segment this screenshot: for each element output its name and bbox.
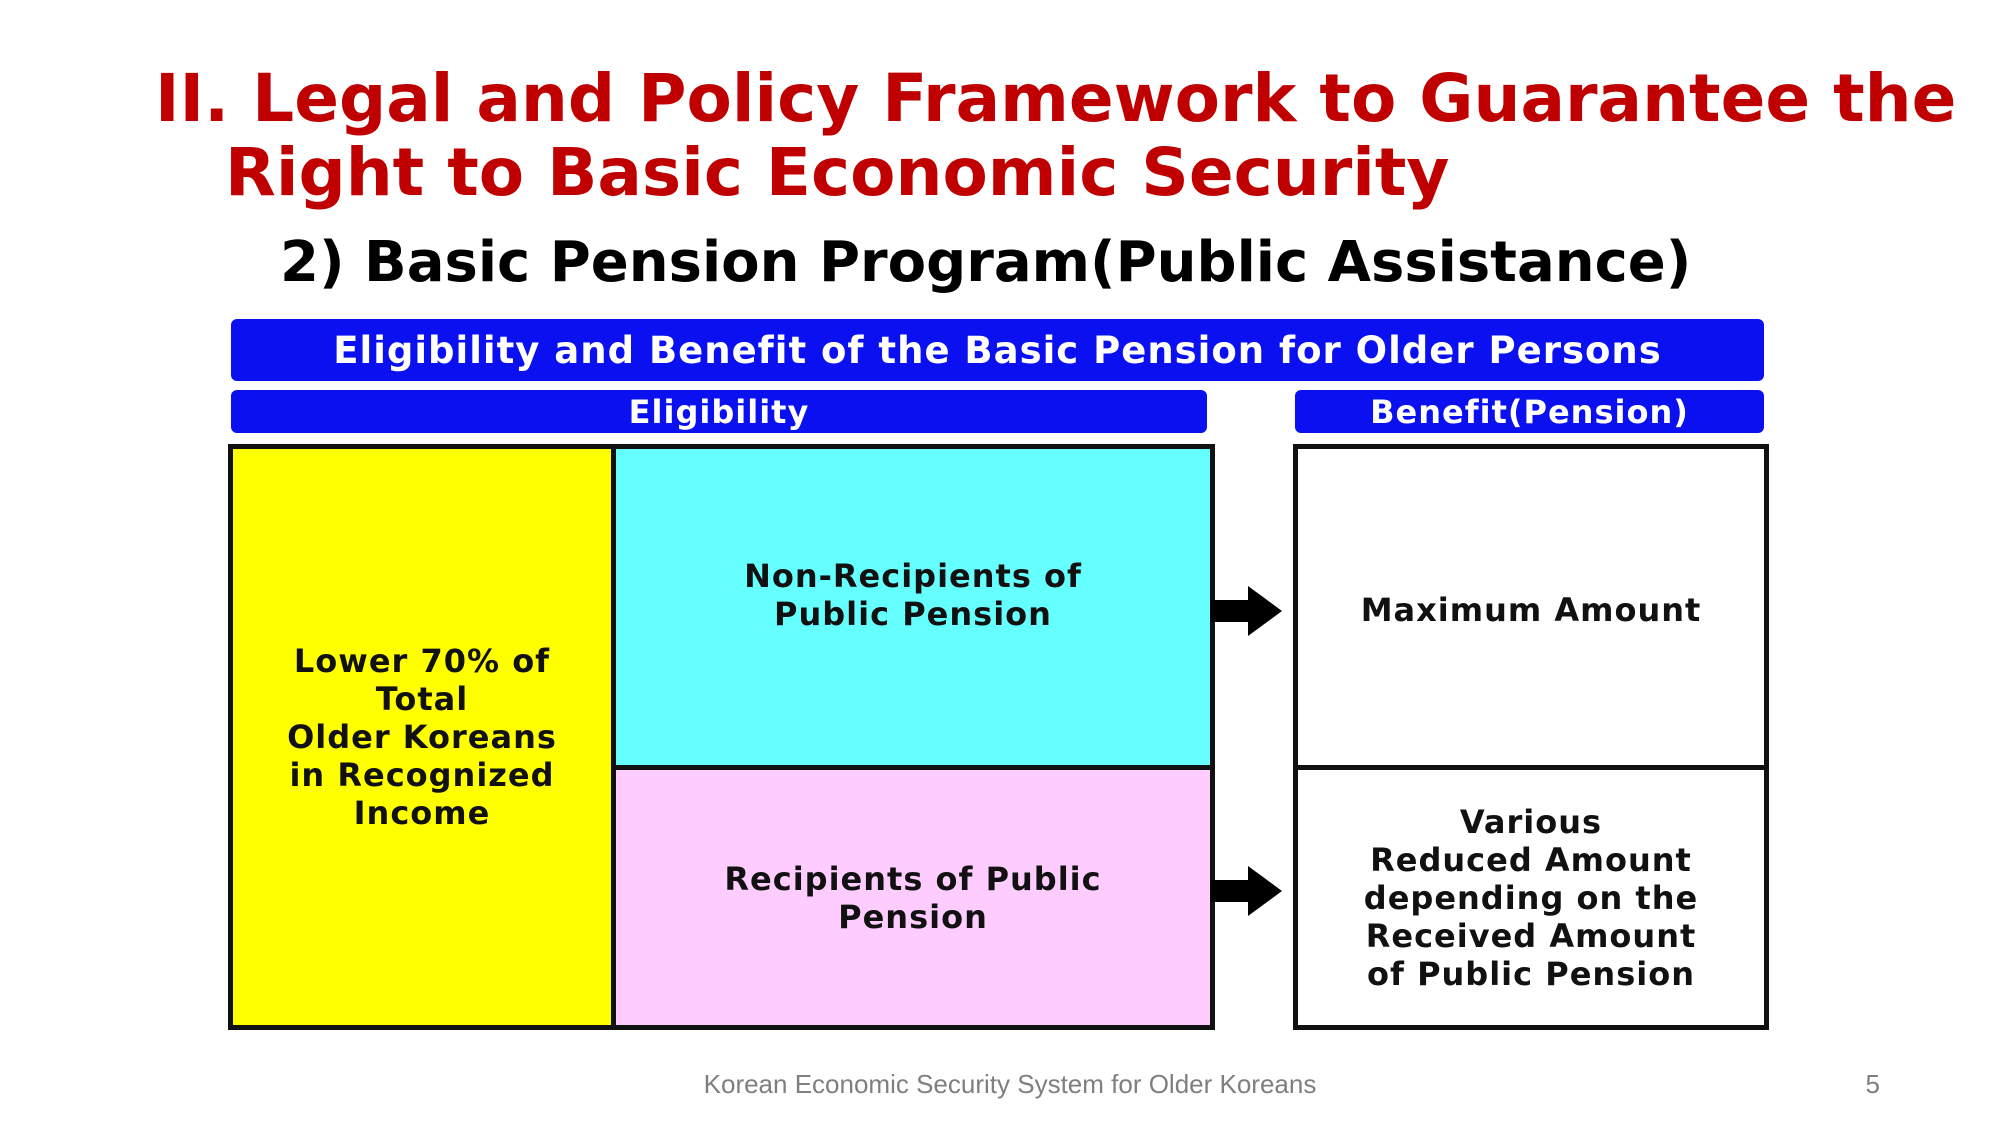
maximum-amount-box xyxy=(1293,444,1769,770)
reduced-amount-text xyxy=(1364,803,1698,993)
reduced-amount-box xyxy=(1293,765,1769,1030)
non-recipients-line: Non-Recipients of xyxy=(744,557,1082,595)
reduced-amount-line: Reduced Amount xyxy=(1370,840,1692,879)
recipients-text xyxy=(724,860,1101,936)
diagram-header: Eligibility and Benefit of the Basic Pension for Older Persons xyxy=(231,319,1764,381)
reduced-amount-line: Various xyxy=(1459,802,1603,841)
population-line: Lower 70% of xyxy=(293,642,551,680)
right-arrow-icon xyxy=(1210,866,1282,916)
maximum-amount-line: Maximum Amount xyxy=(1360,591,1702,629)
slide-footer: Korean Economic Security System for Older Koreans xyxy=(703,1069,1317,1099)
slide-subtitle: 2) Basic Pension Program(Public Assistance) xyxy=(280,230,1692,295)
population-line: in Recognized xyxy=(289,756,555,794)
non-recipients-box xyxy=(611,444,1215,770)
slide-title-line-2: Right to Basic Economic Security xyxy=(225,134,1450,211)
non-recipients-line: Public Pension xyxy=(774,595,1052,633)
population-line: Income xyxy=(353,794,491,832)
population-line: Total xyxy=(375,680,469,718)
right-arrow-icon xyxy=(1210,586,1282,636)
recipients-line: Recipients of Public xyxy=(724,859,1102,898)
non-recipients-text xyxy=(744,557,1082,633)
population-box xyxy=(228,444,616,1030)
slide-title-line-1: II. Legal and Policy Framework to Guarantee the xyxy=(155,60,1957,137)
slide-title xyxy=(155,62,1955,210)
recipients-box xyxy=(611,765,1215,1030)
eligibility-header: Eligibility xyxy=(231,390,1207,433)
maximum-amount-text xyxy=(1361,591,1702,629)
population-line: Older Koreans xyxy=(287,718,557,756)
population-text xyxy=(287,642,557,832)
page-number: 5 xyxy=(1865,1069,1880,1099)
reduced-amount-line: of Public Pension xyxy=(1367,954,1695,993)
reduced-amount-line: Received Amount xyxy=(1365,916,1697,955)
benefit-header: Benefit(Pension) xyxy=(1295,390,1764,433)
recipients-line: Pension xyxy=(838,897,988,936)
reduced-amount-line: depending on the xyxy=(1363,878,1699,917)
